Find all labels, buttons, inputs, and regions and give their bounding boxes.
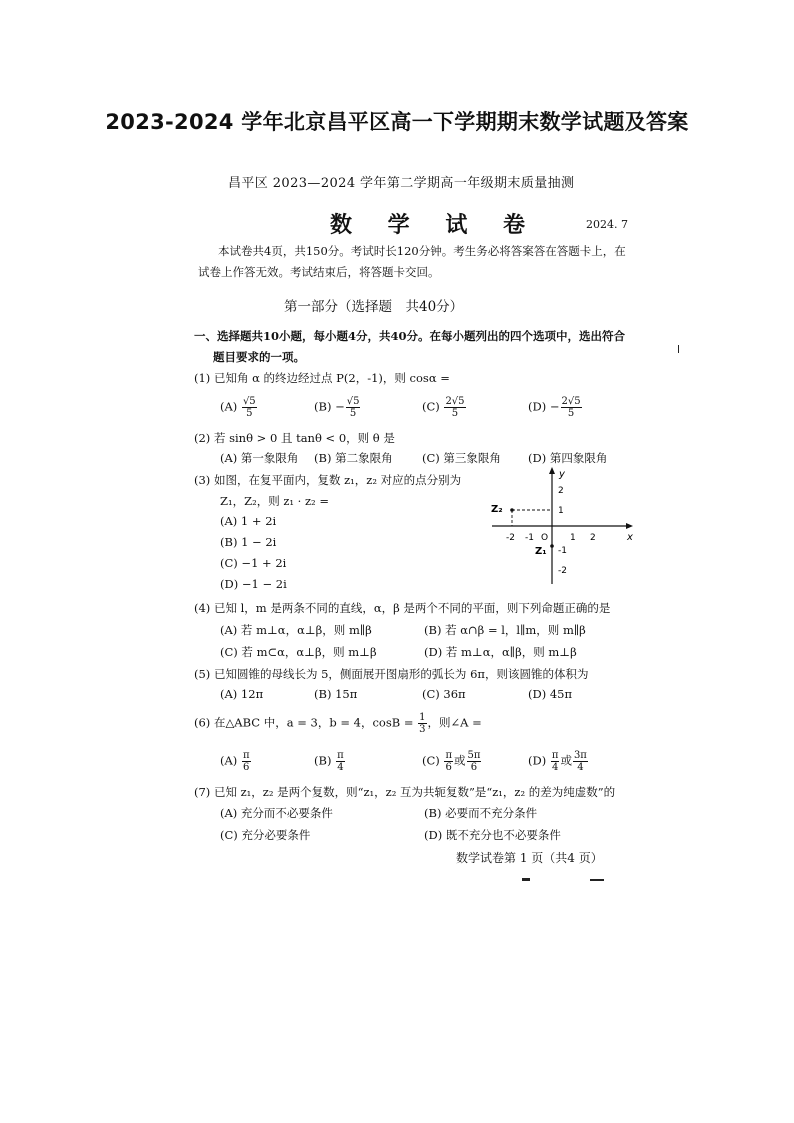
q3-option-a: (A) 1 + 2i	[220, 514, 277, 528]
q7-stem: (7) 已知 z₁，z₂ 是两个复数，则“z₁，z₂ 互为共轭复数”是“z₁，z₂ 的差为纯虚数”的	[194, 785, 616, 799]
q1-option-b: (B) − $\frac{√5}{5}$	[314, 396, 360, 419]
part-title: 第一部分（选择题 共40分）	[284, 299, 464, 315]
y-tick-label: 1	[558, 506, 564, 516]
q5-option-b: (B) 15π	[314, 687, 358, 701]
q4-stem: (4) 已知 l，m 是两条不同的直线，α，β 是两个不同的平面，则下列命题正确的是	[194, 601, 611, 615]
scanned-exam-page	[180, 160, 650, 890]
q1-option-a: (A) $\frac{√5}{5}$	[220, 396, 256, 419]
complex-plane-figure	[488, 466, 638, 588]
scan-speck	[678, 345, 679, 353]
q3-option-b: (B) 1 − 2i	[220, 535, 277, 549]
section-heading-line-1: 一、选择题共10小题，每小题4分，共40分。在每小题列出的四个选项中，选出符合	[194, 329, 626, 343]
q4-option-b: (B) 若 α∩β = l，l∥m，则 m∥β	[424, 623, 586, 637]
x-tick-label: -2	[506, 533, 515, 543]
x-tick-label: 1	[570, 533, 576, 543]
q3-stem-line-1: (3) 如图，在复平面内，复数 z₁，z₂ 对应的点分别为	[194, 473, 462, 487]
q6-option-b: (B) $\frac{\pi}{4}$	[314, 750, 344, 773]
y-tick-label: -2	[558, 566, 567, 576]
q2-stem: (2) 若 sinθ > 0 且 tanθ < 0，则 θ 是	[194, 431, 395, 445]
q3-stem-line-2: Z₁，Z₂，则 z₁ · z₂ =	[220, 494, 329, 508]
q2-option-c: (C) 第三象限角	[422, 451, 501, 465]
q1-stem: (1) 已知角 α 的终边经过点 P(2，-1)，则 cosα =	[194, 371, 450, 385]
intro-line-1: 本试卷共4页，共150分。考试时长120分钟。考生务必将答案答在答题卡上，在	[218, 244, 626, 258]
q5-option-d: (D) 45π	[528, 687, 573, 701]
z2-label: Z₂	[491, 504, 503, 515]
q6-option-a: (A) $\frac{\pi}{6}$	[220, 750, 250, 773]
q2-option-b: (B) 第二象限角	[314, 451, 393, 465]
x-axis-arrow	[626, 523, 633, 529]
q5-option-c: (C) 36π	[422, 687, 466, 701]
q4-option-c: (C) 若 m⊂α，α⊥β，则 m⊥β	[220, 645, 377, 659]
scan-speck	[522, 878, 530, 881]
q1-option-c: (C) $\frac{2√5}{5}$	[422, 396, 465, 419]
origin-label: O	[541, 533, 549, 543]
q7-option-a: (A) 充分而不必要条件	[220, 806, 333, 820]
y-tick-label: -1	[558, 546, 567, 556]
q1-option-d: (D) − $\frac{2√5}{5}$	[528, 396, 581, 419]
q6-option-d: (D) $\frac{\pi}{4}$ 或 $\frac{3\pi}{4}$	[528, 750, 587, 773]
section-heading-line-2: 题目要求的一项。	[213, 350, 305, 364]
q7-option-b: (B) 必要而不充分条件	[424, 806, 538, 820]
exam-date: 2024. 7	[586, 218, 628, 231]
q4-option-d: (D) 若 m⊥α，α∥β，则 m⊥β	[424, 645, 577, 659]
q7-option-c: (C) 充分必要条件	[220, 828, 311, 842]
y-tick-label: 2	[558, 486, 564, 496]
x-tick-label: -1	[525, 533, 534, 543]
scan-speck	[590, 879, 604, 881]
q2-option-d: (D) 第四象限角	[528, 451, 608, 465]
z1-label: Z₁	[535, 546, 547, 557]
y-axis-arrow	[549, 467, 555, 474]
q3-option-c: (C) −1 + 2i	[220, 556, 287, 570]
x-tick-label: 2	[590, 533, 596, 543]
q5-stem: (5) 已知圆锥的母线长为 5，侧面展开图扇形的弧长为 6π，则该圆锥的体积为	[194, 667, 589, 681]
q2-option-a: (A) 第一象限角	[220, 451, 299, 465]
intro-line-2: 试卷上作答无效。考试结束后，将答题卡交回。	[198, 265, 440, 279]
z1-point	[550, 544, 554, 548]
q6-stem: (6) 在△ABC 中，a = 3，b = 4，cosB = $\frac{1}{3}$ ，则∠A =	[194, 712, 482, 735]
q7-option-d: (D) 既不充分也不必要条件	[424, 828, 561, 842]
exam-header: 昌平区 2023—2024 学年第二学期高一年级期末质量抽测	[228, 176, 575, 191]
q5-option-a: (A) 12π	[220, 687, 264, 701]
x-axis-label: x	[627, 532, 633, 543]
document-title: 2023-2024 学年北京昌平区高一下学期期末数学试题及答案	[105, 110, 689, 134]
q6-option-c: (C) $\frac{\pi}{6}$ 或 $\frac{5\pi}{6}$	[422, 750, 481, 773]
exam-name: 数 学 试 卷	[330, 213, 539, 238]
z2-point	[510, 508, 514, 512]
q4-option-a: (A) 若 m⊥α，α⊥β，则 m∥β	[220, 623, 372, 637]
y-axis-label: y	[559, 469, 565, 480]
q3-option-d: (D) −1 − 2i	[220, 577, 287, 591]
page-footer: 数学试卷第 1 页（共4 页）	[456, 851, 603, 865]
